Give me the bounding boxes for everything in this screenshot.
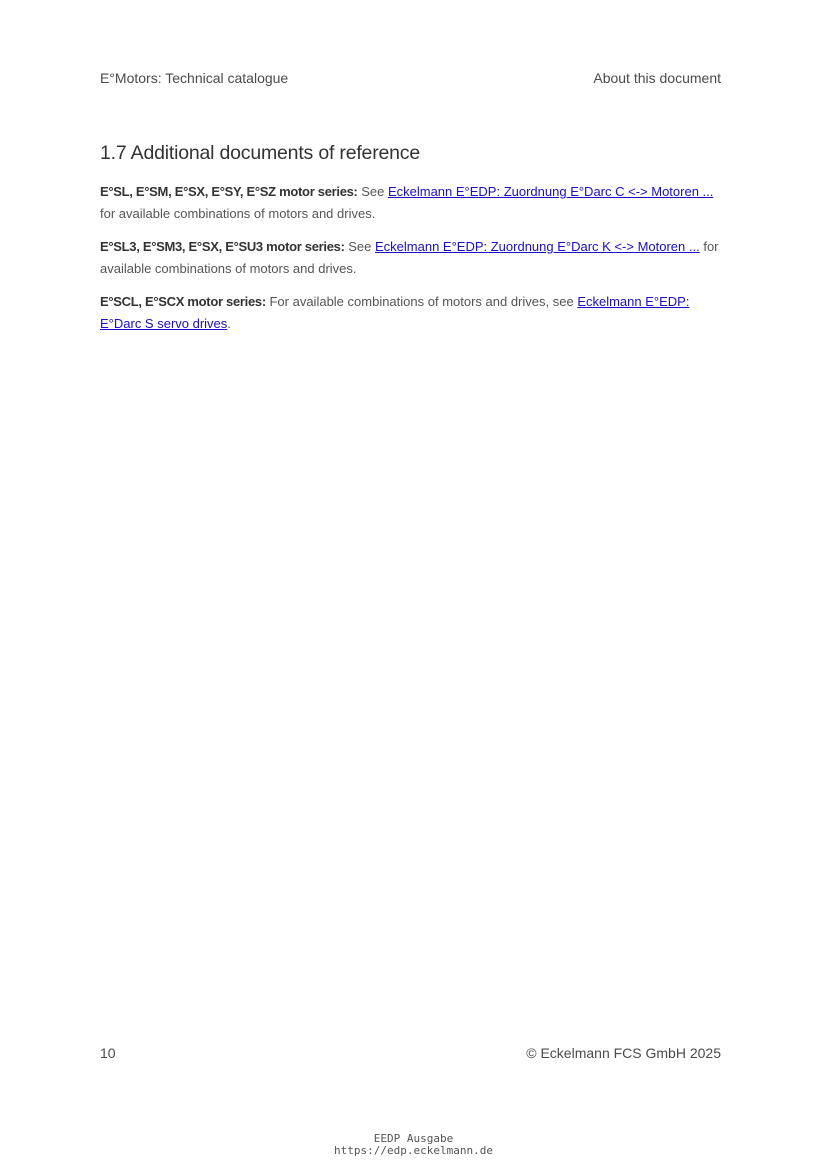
header-doc-title: E°Motors: Technical catalogue [100,70,289,86]
reference-link[interactable]: Eckelmann E°EDP: E°Darc S servo drives [100,294,690,331]
reference-paragraph [100,181,724,225]
paragraph-text: See [357,184,388,199]
edition-label: EEDP Ausgabe [373,1132,454,1145]
paragraph-text: See [344,239,375,254]
paragraph-text: For available combinations of motors and drives, see [265,294,578,309]
reference-paragraph [100,291,724,335]
paragraph-text: for available combinations of motors and drives. [100,206,376,221]
reference-link[interactable]: Eckelmann E°EDP: Zuordnung E°Darc K <-> Motoren ... [375,239,700,254]
edition-note [0,1133,827,1157]
reference-link[interactable]: Eckelmann E°EDP: Zuordnung E°Darc C <-> Motoren ... [387,184,714,199]
motor-series-label: E°SCL, E°SCX motor series: [100,294,266,309]
page-number: 10 [100,1045,116,1061]
motor-series-label: E°SL, E°SM, E°SX, E°SY, E°SZ motor series: [100,184,358,199]
section-title: 1.7 Additional documents of reference [100,142,420,164]
paragraph-text: . [227,316,231,331]
reference-paragraph [100,236,724,280]
motor-series-label: E°SL3, E°SM3, E°SX, E°SU3 motor series: [100,239,345,254]
header-chapter: About this document [593,70,721,86]
copyright: © Eckelmann FCS GmbH 2025 [526,1045,721,1061]
edition-url: https://edp.eckelmann.de [334,1144,493,1157]
paragraph-text: for available combinations of motors and drives. [100,239,719,276]
